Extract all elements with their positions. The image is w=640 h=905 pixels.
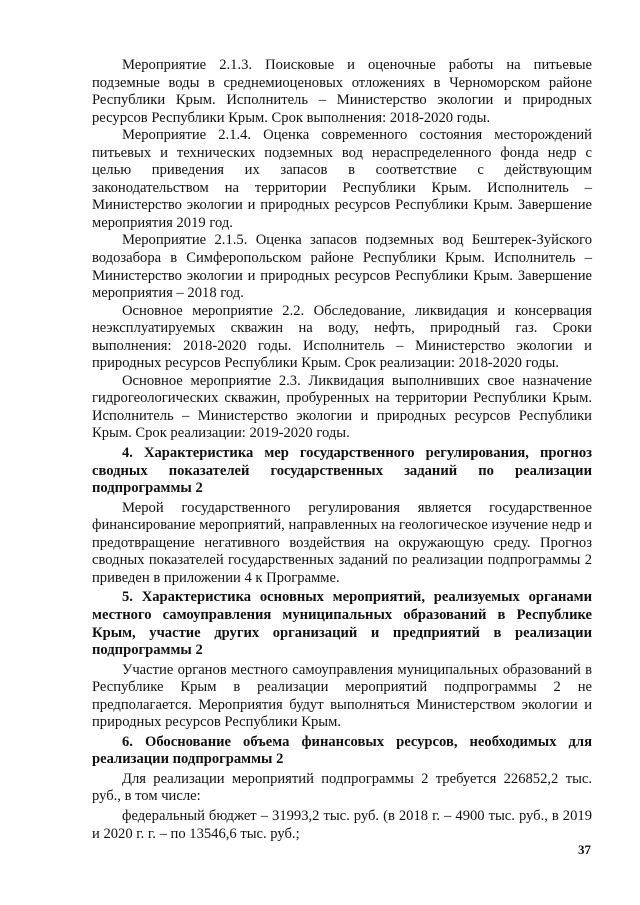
section-heading-4: 4. Характеристика мер государственного регулирования, прогноз сводных показателей государственных заданий по реализации подпрограммы 2	[92, 445, 592, 497]
page-body	[92, 57, 592, 843]
paragraph-federal-budget: федеральный бюджет – 31993,2 тыс. руб. (в 2018 г. – 4900 тыс. руб., в 2019 и 2020 г. г. – по 13546,6 тыс. руб.;	[92, 807, 592, 842]
section-heading-5: 5. Характеристика основных мероприятий, реализуемых органами местного самоуправления муниципальных образований в Республике Крым, участие других организаций и предприятий в реализации подпрограммы 2	[92, 589, 592, 659]
paragraph-local-government: Участие органов местного самоуправления муниципальных образований в Республике Крым в реализации мероприятий подпрограммы 2 не предполагается. Мероприятия будут выполняться Министерством экологии и природных ресурсов Республики Крым.	[92, 661, 592, 731]
section-heading-6: 6. Обоснование объема финансовых ресурсов, необходимых для реализации подпрограммы 2	[92, 733, 592, 768]
page-number: 37	[578, 842, 591, 857]
paragraph-measure-2-2: Основное мероприятие 2.2. Обследование, ликвидация и консервация неэксплуатируемых скважин на воду, нефть, природный газ. Сроки выполнения: 2018-2020 годы. Исполнитель – Министерство экологии и природных ресурсов Республики Крым. Срок реализации: 2018-2020 годы.	[92, 302, 592, 372]
paragraph-measure-2-1-3: Мероприятие 2.1.3. Поисковые и оценочные работы на питьевые подземные воды в среднемиоценовых отложениях в Черноморском районе Республики Крым. Исполнитель – Министерство экологии и природных ресурсов Республики Крым. Срок выполнения: 2018-2020 годы.	[92, 57, 592, 126]
paragraph-measure-2-3: Основное мероприятие 2.3. Ликвидация выполнивших свое назначение гидрогеологических скважин, пробуренных на территории Республики Крым. Исполнитель – Министерство экологии и природных ресурсов Республики Крым. Срок реализации: 2019-2020 годы.	[92, 372, 592, 442]
paragraph-measure-2-1-4: Мероприятие 2.1.4. Оценка современного состояния месторождений питьевых и технических подземных вод нераспределенного фонда недр с целью приведения их запасов в соответствие с действующим законодательством на территории Республики Крым. Исполнитель – Министерство экологии и природных ресурсов Республики Крым. Завершение мероприятия 2019 год.	[92, 127, 592, 231]
paragraph-funding-total: Для реализации мероприятий подпрограммы 2 требуется 226852,2 тыс. руб., в том числе:	[92, 770, 592, 805]
paragraph-measure-2-1-5: Мероприятие 2.1.5. Оценка запасов подземных вод Бештерек-Зуйского водозабора в Симферопольском районе Республики Крым. Исполнитель – Министерство экологии и природных ресурсов Республики Крым. Завершение мероприятия – 2018 год.	[92, 232, 592, 302]
paragraph-regulation: Мерой государственного регулирования является государственное финансирование мероприятий, направленных на геологическое изучение недр и предотвращение негативного воздействия на окружающую среду. Прогноз сводных показателей государственных заданий по реализации подпрограммы 2 приведен в приложении 4 к Программе.	[92, 499, 592, 586]
